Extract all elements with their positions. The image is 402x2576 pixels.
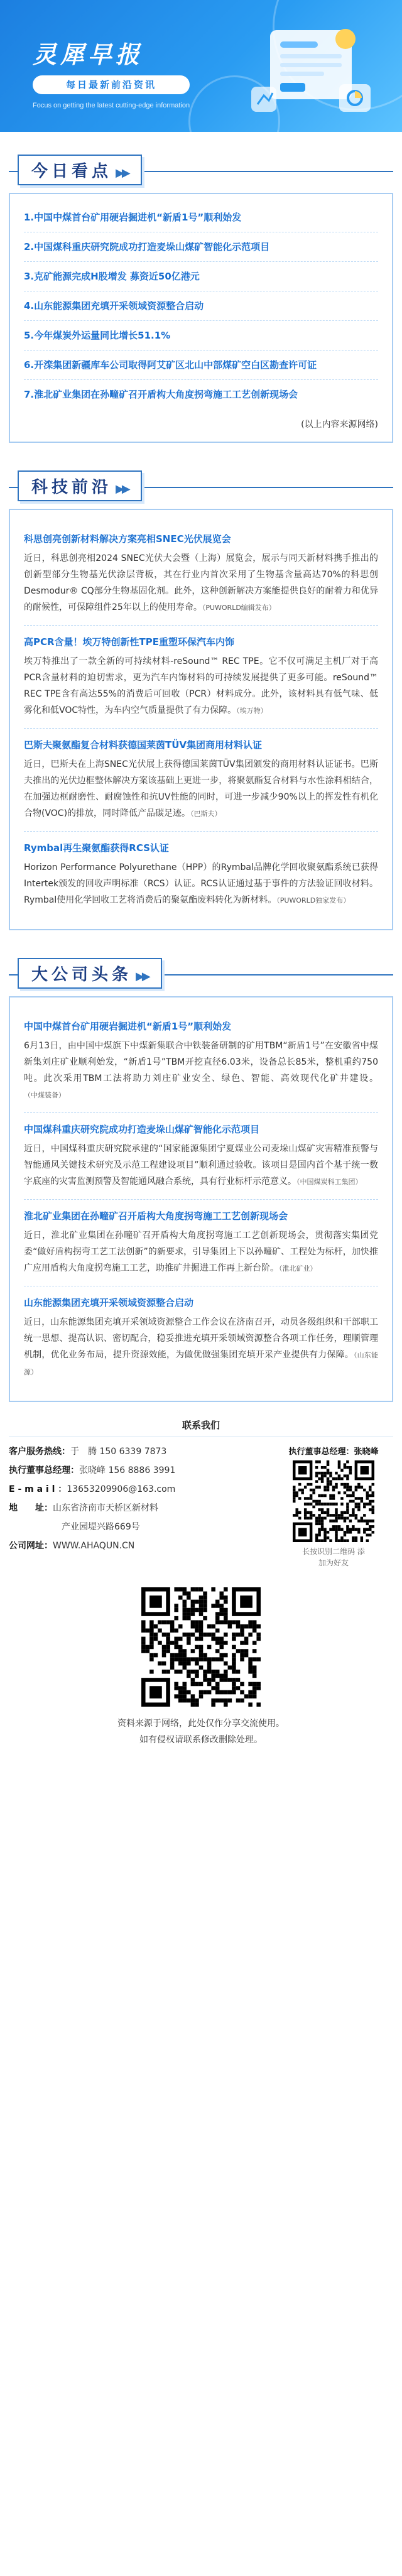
company-article [24, 1286, 378, 1389]
bottom-spacer [0, 1748, 402, 1767]
contact-row-website[interactable]: 公司网址：WWW.AHAQUN.CN [9, 1541, 135, 1551]
qr-title: 执行董事总经理：张晓峰 [288, 1447, 379, 1457]
double-arrow-icon: ▶▶ [116, 482, 128, 496]
highlights-box [9, 193, 393, 443]
tech-article [24, 626, 378, 729]
highlight-item[interactable]: 4.山东能源集团充填开采领域资源整合启动 [24, 291, 378, 321]
article-body: 埃万特推出了一款全新的可持续材料-reSound™ REC TPE。它不仅可满足主机厂对于高PCR含量材料的迫切需求，更为汽车内饰材料的可持续发展提供了更多可能。reSound™ REC TPE含有高达55%的消费后可回收（PCR）材料成分。此外，该材料具有低气味、低雾化和低VOC特性，为车内空气质量提供了有力保障。（埃万特） [24, 656, 378, 715]
highlight-item[interactable]: 5.今年煤炭外运量同比增长51.1% [24, 321, 378, 351]
footer-note-line: 如有侵权请联系修改删除处理。 [139, 1735, 263, 1745]
qr-code-icon[interactable] [141, 1587, 261, 1707]
highlights-source-note: (以上内容来源网络) [301, 420, 378, 430]
contact-row-email[interactable]: E - m a i l ：13653209906@163.com [9, 1484, 176, 1494]
article-title[interactable]: 中国煤科重庆研究院成功打造麦垛山煤矿智能化示范项目 [24, 1124, 260, 1135]
company-article [24, 1113, 378, 1200]
article-body: 近日，淮北矿业集团在孙疃矿召开盾构大角度拐弯施工工艺创新现场会，贯彻落实集团党委“做好盾构拐弯工艺工法创新”的新要求，引导集团上下以孙疃矿、工程处为标杆，加快推广应用盾构大角度拐弯施工工艺，助推矿井掘进工作再上新台阶。（淮北矿业） [24, 1231, 378, 1273]
article-body: Horizon Performance Polyurethane（HPP）的Rymbal品牌化学回收聚氨酯系统已获得Intertek颁发的回收声明标准（RCS）认证。RCS认证通过基于事件的方法验证回收材料。Rymbal使用化学回收工艺将消费后的聚氨酯废料转化为新材料。（PUWORLD独家发布） [24, 862, 378, 905]
news-illustration-icon [245, 24, 377, 118]
article-body: 近日，巴斯夫在上海SNEC光伏展上获得德国莱茵TÜV集团颁发的商用材料认证证书。巴斯夫推出的光伏边框整体解决方案该基础上更进一步，将聚氨酯复合材料与水性涂料相结合，在加强边框耐磨性、耐腐蚀性和抗UV性能的同时，可进一步减少90%以上的挥发性有机化合物(VOC)的排放，同时降低产品碳足迹。（巴斯夫） [24, 759, 378, 818]
article-body: 近日，山东能源集团充填开采领域资源整合工作会议在济南召开，动员各级组织和干部职工统一思想、提高认识、密切配合，稳妥推进充填开采领域资源整合各项工作任务，理顺管理机制，优化业务布局，提升资源效能，为做优做强集团充填开采产业提供有力保障。（山东能源） [24, 1317, 378, 1376]
qr-code-icon[interactable] [293, 1460, 374, 1542]
article-title[interactable]: 中国中煤首台矿用硬岩掘进机“新盾1号”顺利始发 [24, 1021, 232, 1032]
article-body: 近日，科思创亮相2024 SNEC光伏大会暨（上海）展览会，展示与同天新材料携手推出的创新型部分生物基光伏涂层背板，其在行业内首次采用了生物基含量高达70%的科思创Desmodur® CQ部分生物基固化剂。此外，这种创新解决方案能提供良好的耐着力和优异的耐候性，可保障组件25年以上的使用寿命。（PUWORLD编辑发布） [24, 553, 378, 612]
footer-note-line: 资料来源于网络，此处仅作分享交流使用。 [117, 1719, 285, 1729]
tech-article [24, 729, 378, 832]
article-source: （PUWORLD编辑发布） [202, 604, 276, 612]
double-arrow-icon: ▶▶ [116, 166, 128, 180]
article-source: （埃万特） [236, 707, 268, 715]
qr-note: 长按识别二维码 添加为好友 [302, 1547, 365, 1567]
company-article [24, 1010, 378, 1113]
highlight-item[interactable]: 2.中国煤科重庆研究院成功打造麦垛山煤矿智能化示范项目 [24, 232, 378, 262]
highlight-item[interactable]: 6.开滦集团新疆库车公司取得阿艾矿区北山中部煤矿空白区勘查许可证 [24, 351, 378, 380]
section-title-company: 大公司头条 ▶▶ [18, 958, 162, 989]
contact-row-address: 地 址：山东省济南市天桥区新材料 [9, 1503, 158, 1513]
company-box [9, 996, 393, 1402]
highlight-item[interactable]: 7.淮北矿业集团在孙疃矿召开盾构大角度拐弯施工工艺创新现场会 [24, 389, 298, 400]
tagline-english: Focus on getting the latest cutting-edge information [33, 102, 190, 109]
article-body: 近日，中国煤科重庆研究院承建的“国家能源集团宁夏煤业公司麦垛山煤矿灾害精准预警与智能通风关键技术研究及示范工程建设项目”顺利通过验收。该项目是国内首个基于统一数字底座的灾害监测预警及智能通风融合系统，具有行业标杆示范意义。（中国煤炭科工集团） [24, 1144, 378, 1187]
article-source: （PUWORLD独家发布） [276, 896, 350, 905]
article-source: （中国煤炭科工集团） [296, 1178, 362, 1186]
highlights-list [24, 203, 378, 409]
article-title[interactable]: 科思创亮创新材料解决方案亮相SNEC光伏展览会 [24, 533, 231, 545]
footer-qr-block [141, 1587, 261, 1707]
brand-title: 灵犀早报 [33, 40, 144, 68]
company-article [24, 1200, 378, 1286]
contact-info [9, 1442, 274, 1568]
article-body: 6月13日，由中国中煤旗下中煤新集联合中铁装备研制的矿用TBM“新盾1号”在安徽省中煤新集刘庄矿业顺利始发，“新盾1号”TBM开挖直径6.03米，设备总长85米，整机重约750吨。此次采用TBM工法将助力刘庄矿业安全、绿色、智能、高效现代化矿井建设。（中煤装备） [24, 1041, 378, 1099]
contact-row-address-cont: 产业园堤兴路669号 [62, 1522, 140, 1532]
header-banner [0, 0, 402, 132]
tech-box [9, 509, 393, 930]
tech-article [24, 523, 378, 626]
double-arrow-icon: ▶▶ [136, 970, 148, 983]
contact-row-hotline: 客户服务热线：于 腾 150 6339 7873 [9, 1447, 167, 1457]
article-title[interactable]: 山东能源集团充填开采领域资源整合启动 [24, 1297, 194, 1308]
highlight-item[interactable]: 1.中国中煤首台矿用硬岩掘进机“新盾1号”顺利始发 [24, 203, 378, 232]
article-title[interactable]: 高PCR含量！埃万特创新性TPE重塑环保汽车内饰 [24, 636, 235, 648]
section-title-today: 今日看点 ▶▶ [18, 155, 142, 185]
contact-title: 联系我们 [182, 1420, 220, 1431]
article-title[interactable]: 巴斯夫聚氨酯复合材料获德国莱茵TÜV集团商用材料认证 [24, 739, 263, 751]
article-source: （淮北矿业） [279, 1264, 317, 1273]
contact-row-manager: 执行董事总经理：张晓峰 156 8886 3991 [9, 1465, 176, 1475]
section-today [9, 155, 393, 443]
section-tech [9, 470, 393, 930]
article-source: （中煤装备） [24, 1091, 65, 1099]
manager-qr-block [274, 1442, 393, 1568]
footer-disclaimer [0, 1715, 402, 1748]
tagline-badge: 每日最新前沿资讯 [33, 75, 190, 94]
tech-article [24, 832, 378, 918]
highlight-item[interactable]: 3.克矿能源完成H股增发 募资近50亿港元 [24, 262, 378, 291]
contact-block [9, 1442, 393, 1568]
section-company [9, 958, 393, 1402]
article-title[interactable]: 淮北矿业集团在孙疃矿召开盾构大角度拐弯施工工艺创新现场会 [24, 1210, 288, 1222]
article-source: （巴斯夫） [190, 810, 222, 818]
article-title[interactable]: Rymbal再生聚氨酯获得RCS认证 [24, 842, 169, 854]
article-source: （山东能源） [24, 1351, 378, 1376]
section-title-tech: 科技前沿 ▶▶ [18, 470, 142, 501]
